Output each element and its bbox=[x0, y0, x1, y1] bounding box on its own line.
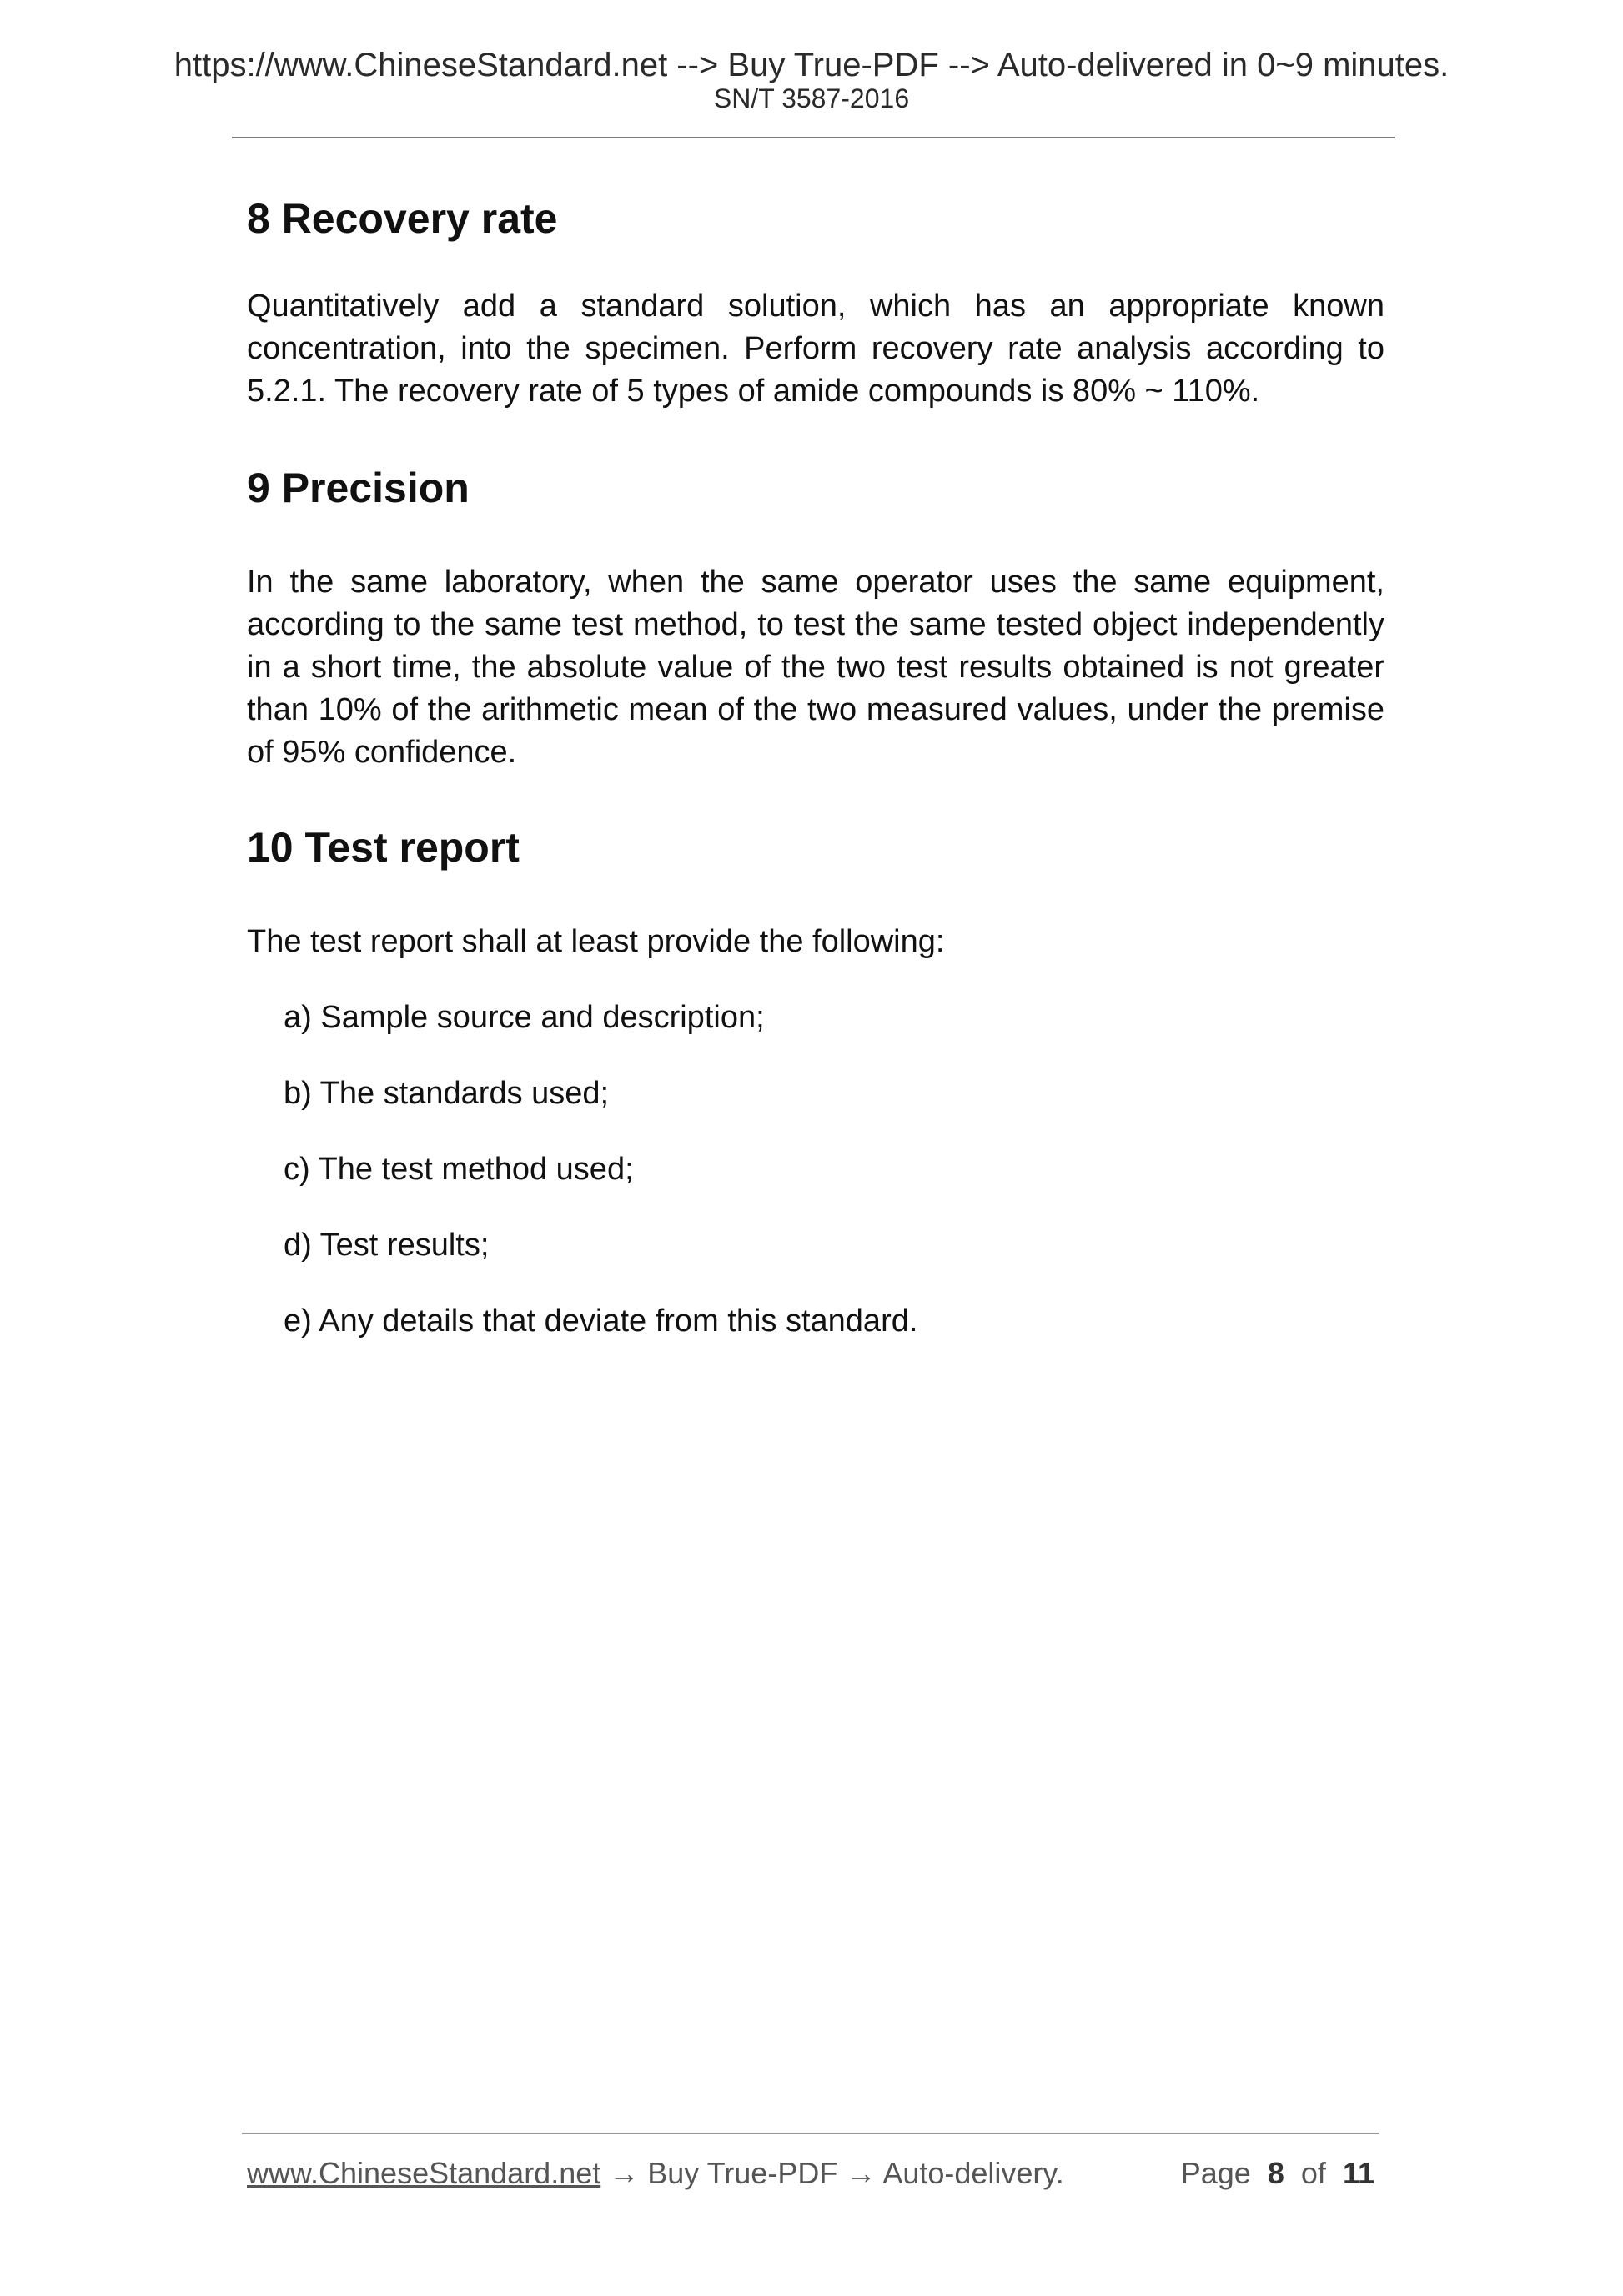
section-heading-recovery-rate: 8 Recovery rate bbox=[247, 195, 558, 242]
footer-divider bbox=[242, 2133, 1379, 2134]
section-text-precision: In the same laboratory, when the same operator uses the same equipment, according to the same test method, to test the same tested object independently in a short time, the absolute value of the two test results obtained is not greater than 10% of the arithmetic mean of the two measured values, under the premise of 95% confidence. bbox=[247, 565, 1384, 770]
footer-left bbox=[247, 2157, 1064, 2190]
list-item: b) The standards used; bbox=[284, 1076, 610, 1111]
list-item: d) Test results; bbox=[284, 1228, 490, 1263]
page-label: Page bbox=[1180, 2156, 1251, 2190]
header-banner: https://www.ChineseStandard.net --> Buy True-PDF --> Auto-delivered in 0~9 minutes. bbox=[173, 47, 1450, 83]
page-current: 8 bbox=[1267, 2156, 1284, 2190]
list-item: a) Sample source and description; bbox=[284, 1000, 765, 1035]
section-text-recovery-rate: Quantitatively add a standard solution, which has an appropriate known concentration, into the specimen. Perform recovery rate analysis according to 5.2.1. The recovery rate of 5 types of amide compounds is 80% ~ 110%. bbox=[247, 289, 1384, 409]
footer-website-link[interactable]: www.ChineseStandard.net bbox=[247, 2156, 601, 2190]
list-item: e) Any details that deviate from this standard. bbox=[284, 1304, 918, 1339]
footer-tagline: → Buy True-PDF → Auto-delivery. bbox=[600, 2156, 1064, 2190]
test-report-list bbox=[247, 997, 1384, 1343]
section-text-test-report-intro: The test report shall at least provide the following: bbox=[247, 924, 945, 959]
list-item: c) The test method used; bbox=[284, 1152, 634, 1187]
page-number bbox=[1181, 2157, 1374, 2190]
page-of: of bbox=[1300, 2156, 1326, 2190]
page-total: 11 bbox=[1342, 2156, 1374, 2190]
header-divider bbox=[232, 137, 1395, 138]
standard-code: SN/T 3587-2016 bbox=[713, 83, 910, 113]
section-heading-precision: 9 Precision bbox=[247, 465, 470, 511]
section-heading-test-report: 10 Test report bbox=[247, 824, 520, 871]
page-content bbox=[247, 183, 1384, 1376]
